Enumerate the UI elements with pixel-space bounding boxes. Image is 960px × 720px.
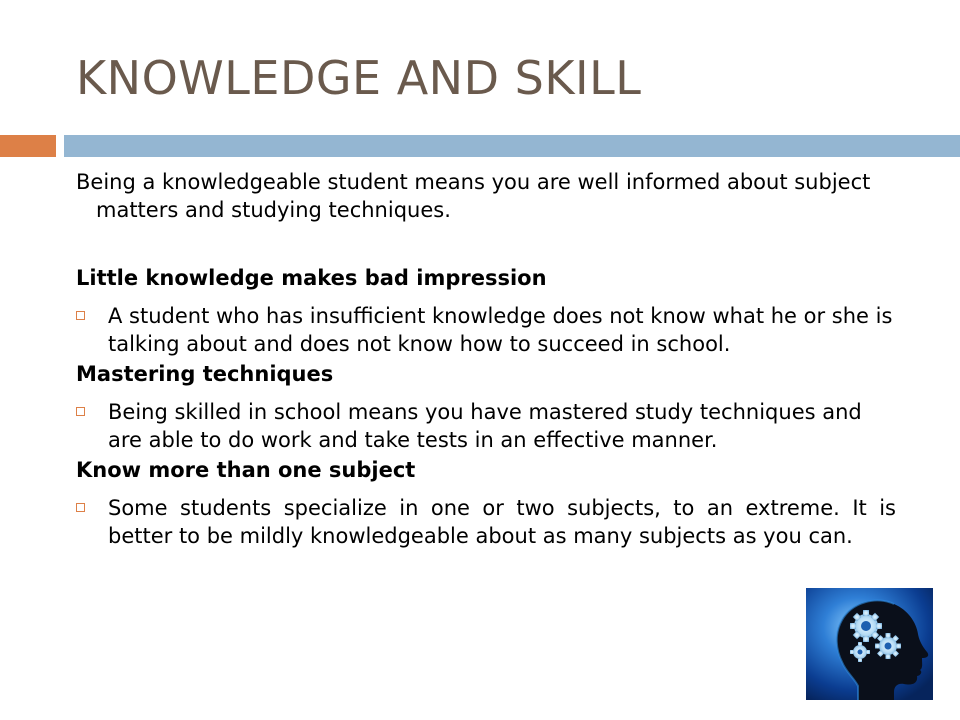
square-bullet-icon [76, 407, 85, 416]
section-mastering-techniques [76, 360, 896, 454]
bullet-item [76, 398, 896, 454]
slide-title: KNOWLEDGE AND SKILL [76, 51, 642, 105]
section-heading: Know more than one subject [76, 458, 416, 482]
title-accent-bar [0, 135, 56, 157]
section-more-than-one-subject [76, 456, 896, 550]
square-bullet-icon [76, 503, 85, 512]
bullet-text: A student who has insufficient knowledge does not know what he or she is talking about and does not know how to succeed in school. [108, 304, 893, 356]
bullet-text: Some students specialize in one or two subjects, to an extreme. It is better to be mildly knowledgeable about as many subjects as you can. [108, 496, 896, 548]
section-little-knowledge [76, 264, 896, 358]
bullet-item [76, 494, 896, 550]
bullet-text: Being skilled in school means you have mastered study techniques and are able to do work and take tests in an effective manner. [108, 400, 862, 452]
section-heading: Mastering techniques [76, 362, 334, 386]
head-with-gears-icon [806, 588, 933, 700]
title-divider-bar [64, 135, 960, 157]
slide-body [76, 168, 896, 550]
intro-paragraph: Being a knowledgeable student means you are well informed about subject matters and studying techniques. [76, 170, 871, 222]
section-heading: Little knowledge makes bad impression [76, 266, 547, 290]
bullet-item [76, 302, 896, 358]
square-bullet-icon [76, 311, 85, 320]
